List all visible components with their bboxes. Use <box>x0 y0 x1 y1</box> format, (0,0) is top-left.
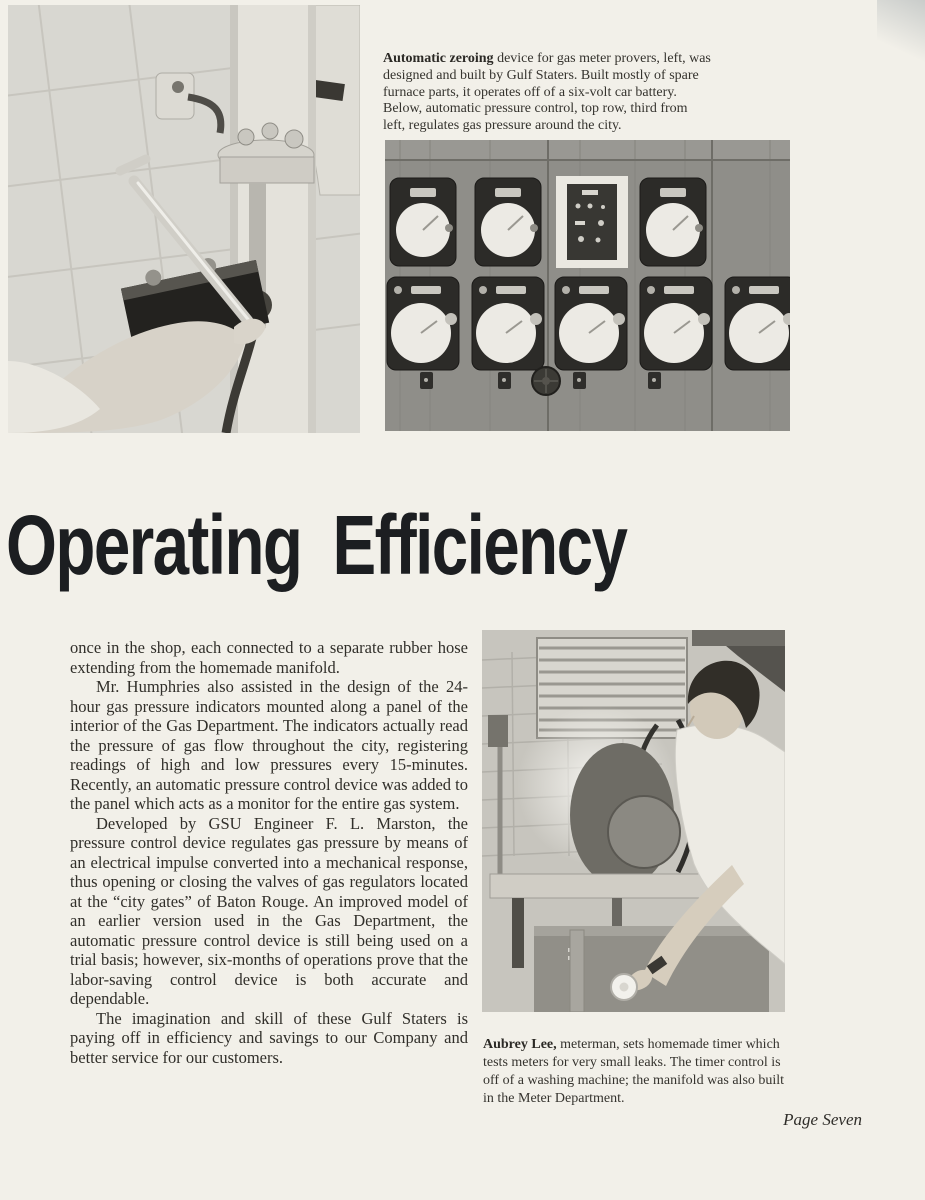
page-headline: Operating Efficiency <box>6 498 627 592</box>
chart-recorder <box>640 178 706 266</box>
article-paragraph: Developed by GSU Engineer F. L. Marston, the pressure control device regulates gas pressure by means of an electrical impulse converted into a mechanical response, thus opening or closing the valves of gas regulators located at the “city gates” of Baton Rouge. An improved model of an earlier version used in the Gas Department, the automatic pressure control device is still being used on a trial basis; however, six-months of operations prove that the labor-saving control device is both accurate and dependable. <box>70 813 468 1008</box>
article-paragraph: once in the shop, each connected to a separate rubber hose extending from the homemade manifold. <box>70 638 468 677</box>
top-caption-text: device for gas meter provers, left, was designed and built by Gulf Staters. Built mostly of spare furnace parts, it operates off of a six-volt car battery. Below, automatic pressure control, top row, third from left, regulates gas pressure around the city. <box>383 51 711 134</box>
chart-recorder <box>725 277 790 370</box>
scan-corner-shadow <box>877 0 925 92</box>
pipe <box>570 930 584 1012</box>
wall-fixture <box>488 715 508 747</box>
automatic-pressure-control <box>556 176 628 268</box>
article-paragraph: The imagination and skill of these Gulf Staters is paying off in efficiency and savings to our Company and better service for our customers. <box>70 1008 468 1067</box>
chart-recorder <box>472 277 544 370</box>
chart-recorder <box>555 277 627 370</box>
article-body <box>70 638 468 1067</box>
top-caption-lead: Automatic zeroing <box>383 51 494 66</box>
chart-recorder <box>640 277 712 370</box>
meterman-photo-illustration <box>482 630 785 1012</box>
bottom-caption <box>483 1036 785 1108</box>
bench <box>490 874 730 898</box>
article-paragraph: Mr. Humphries also assisted in the design of the 24-hour gas pressure indicators mounted along a panel of the interior of the Gas Department. The indicators actually read the pressure of gas flow throughout the city, registering readings of high and low pressures every 15-minutes. Recently, an automatic pressure control device was added to the panel which acts as a monitor for the entire gas system. <box>70 677 468 813</box>
round-gauge <box>532 367 560 395</box>
gauge-panel-photo <box>385 140 790 431</box>
meterman-photo <box>482 630 785 1012</box>
gauge-panel-illustration <box>385 140 790 431</box>
bottom-caption-text: meterman, sets homemade timer which tests meters for very small leaks. The timer control is off of a washing machine; the manifold was also built in the Meter Department. <box>483 1037 785 1106</box>
chart-recorder <box>387 277 459 370</box>
prover-photo-illustration <box>8 5 360 433</box>
bottom-caption-lead: Aubrey Lee, <box>483 1037 557 1052</box>
chart-recorder <box>390 178 456 266</box>
top-caption <box>383 51 713 135</box>
prover-photo <box>8 5 360 433</box>
chart-recorder <box>475 178 541 266</box>
page-number: Page Seven <box>783 1110 862 1129</box>
